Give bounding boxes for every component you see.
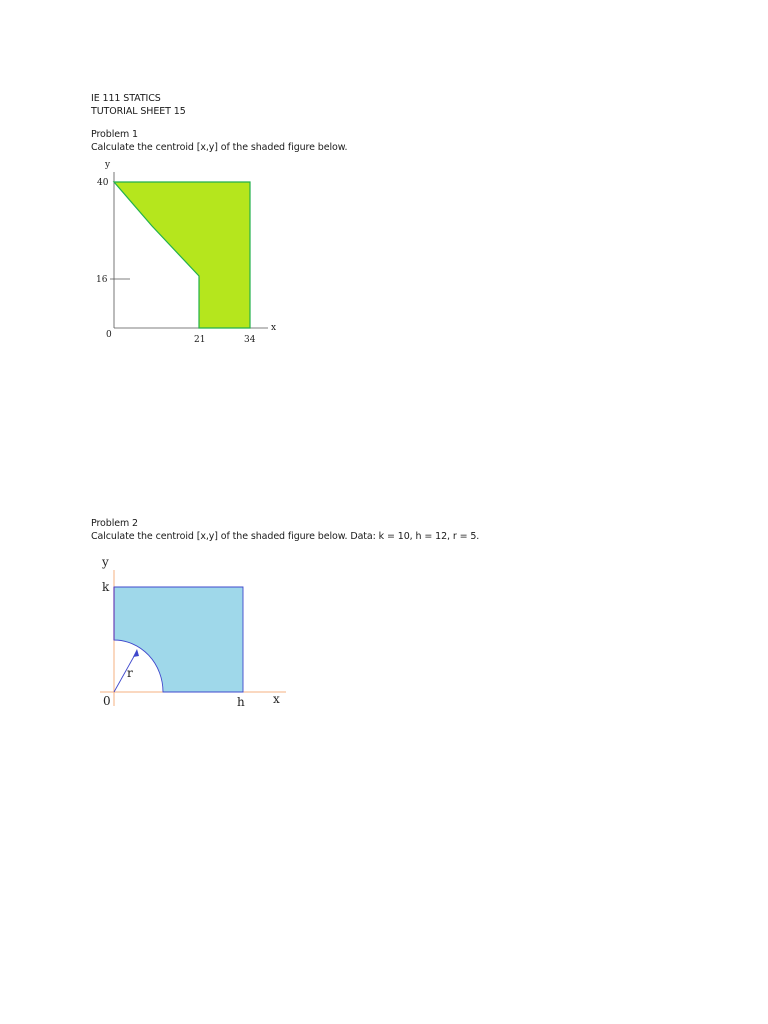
p2-shaded-shape (114, 587, 243, 692)
sheet-title: TUTORIAL SHEET 15 (91, 106, 186, 117)
p1-tick-label-16: 16 (96, 275, 108, 285)
problem1-title: Problem 1 (91, 129, 139, 140)
p2-x-label: x (273, 692, 280, 706)
course-title: IE 111 STATICS (91, 93, 161, 104)
p1-origin-label: 0 (106, 330, 112, 340)
p2-h-label: h (237, 695, 245, 709)
p1-y-label: y (105, 160, 111, 170)
problem1-text: Calculate the centroid [x,y] of the shaded figure below. (91, 142, 348, 153)
p2-origin-label: 0 (103, 694, 111, 708)
p2-y-label: y (102, 555, 109, 569)
p2-r-label: r (127, 666, 133, 680)
problem2-title: Problem 2 (91, 518, 139, 529)
problem2-text: Calculate the centroid [x,y] of the shaded figure below. Data: k = 10, h = 12, r = 5. (91, 531, 480, 542)
p1-tick-label-40: 40 (97, 178, 109, 188)
p1-tick-label-34: 34 (244, 335, 256, 345)
p2-k-label: k (102, 580, 110, 594)
p2-radius-line (114, 651, 137, 692)
p1-x-label: x (271, 323, 277, 333)
p1-tick-label-21: 21 (194, 335, 206, 345)
p2-radius-arrowhead (133, 649, 139, 657)
